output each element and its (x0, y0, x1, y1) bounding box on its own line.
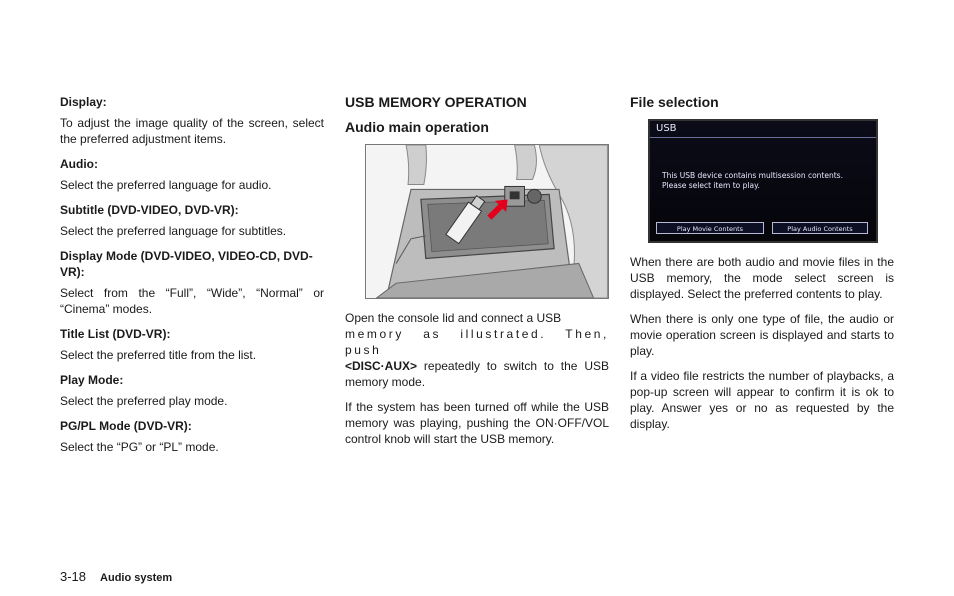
setting-label: Title List (DVD-VR): (60, 327, 171, 341)
section-title: File selection (630, 94, 719, 110)
setting-pg-pl-mode (60, 418, 324, 455)
setting-label: PG/PL Mode (DVD-VR): (60, 419, 192, 433)
setting-label: Subtitle (DVD-VIDEO, DVD-VR): (60, 203, 239, 217)
file-selection-paragraph-2: When there is only one type of file, the audio or movie operation screen is displayed and starts to play. (630, 312, 894, 358)
screen-divider (650, 137, 876, 138)
page-footer (60, 569, 172, 584)
setting-description: Select from the “Full”, “Wide”, “Normal” or “Cinema” modes. (60, 286, 324, 316)
setting-description: Select the preferred language for subtitles. (60, 224, 287, 238)
setting-display-mode (60, 248, 324, 317)
setting-description: Select the preferred title from the list. (60, 348, 257, 362)
instruction-line-1: Open the console lid and connect a USB (345, 311, 562, 325)
screen-message-line-2: Please select item to play. (662, 181, 760, 190)
play-audio-contents-button[interactable]: Play Audio Contents (772, 222, 868, 234)
setting-label: Play Mode: (60, 373, 124, 387)
setting-play-mode (60, 372, 324, 409)
setting-label: Display: (60, 95, 107, 109)
setting-description: Select the preferred language for audio. (60, 178, 272, 192)
setting-audio (60, 156, 324, 193)
disc-aux-key: <DISC·AUX> (345, 359, 418, 373)
setting-label: Display Mode (DVD-VIDEO, VIDEO-CD, DVD-VR): (60, 249, 313, 279)
screen-message-line-1: This USB device contains multisession contents. (662, 171, 843, 180)
page-number: 3-18 (60, 569, 87, 584)
subsection-title: Audio main operation (345, 119, 489, 135)
setting-description: Select the “PG” or “PL” mode. (60, 440, 219, 454)
setting-display (60, 94, 324, 147)
file-selection-paragraph-3: If a video file restricts the number of playbacks, a pop-up screen will appear to confirm it is ok to play. Answer yes or no as requested by the display. (630, 369, 894, 431)
section-title: USB MEMORY OPERATION (345, 94, 527, 110)
screen-message (662, 171, 843, 191)
usb-console-illustration (365, 144, 609, 299)
instruction-line-3: repeatedly to switch to the USB memory mode. (345, 359, 609, 389)
screen-title: USB (656, 123, 677, 134)
usb-mode-select-screen (648, 119, 878, 243)
footer-section-title: Audio system (100, 572, 173, 584)
file-selection-paragraph-1: When there are both audio and movie files in the USB memory, the mode select screen is displayed. Select the preferred contents to play. (630, 255, 894, 301)
instruction-line-2: memory as illustrated. Then, push (345, 327, 609, 357)
connect-instructions (345, 310, 609, 390)
left-column (60, 94, 324, 464)
play-movie-contents-button[interactable]: Play Movie Contents (656, 222, 764, 234)
setting-description: To adjust the image quality of the screen, select the preferred adjustment items. (60, 116, 324, 146)
resume-instructions: If the system has been turned off while the USB memory was playing, pushing the ON·OFF/VOL control knob will start the USB memory. (345, 400, 609, 446)
setting-title-list (60, 326, 324, 363)
setting-description: Select the preferred play mode. (60, 394, 228, 408)
setting-label: Audio: (60, 157, 98, 171)
middle-column (345, 94, 609, 456)
right-column (630, 94, 894, 441)
setting-subtitle (60, 202, 324, 239)
